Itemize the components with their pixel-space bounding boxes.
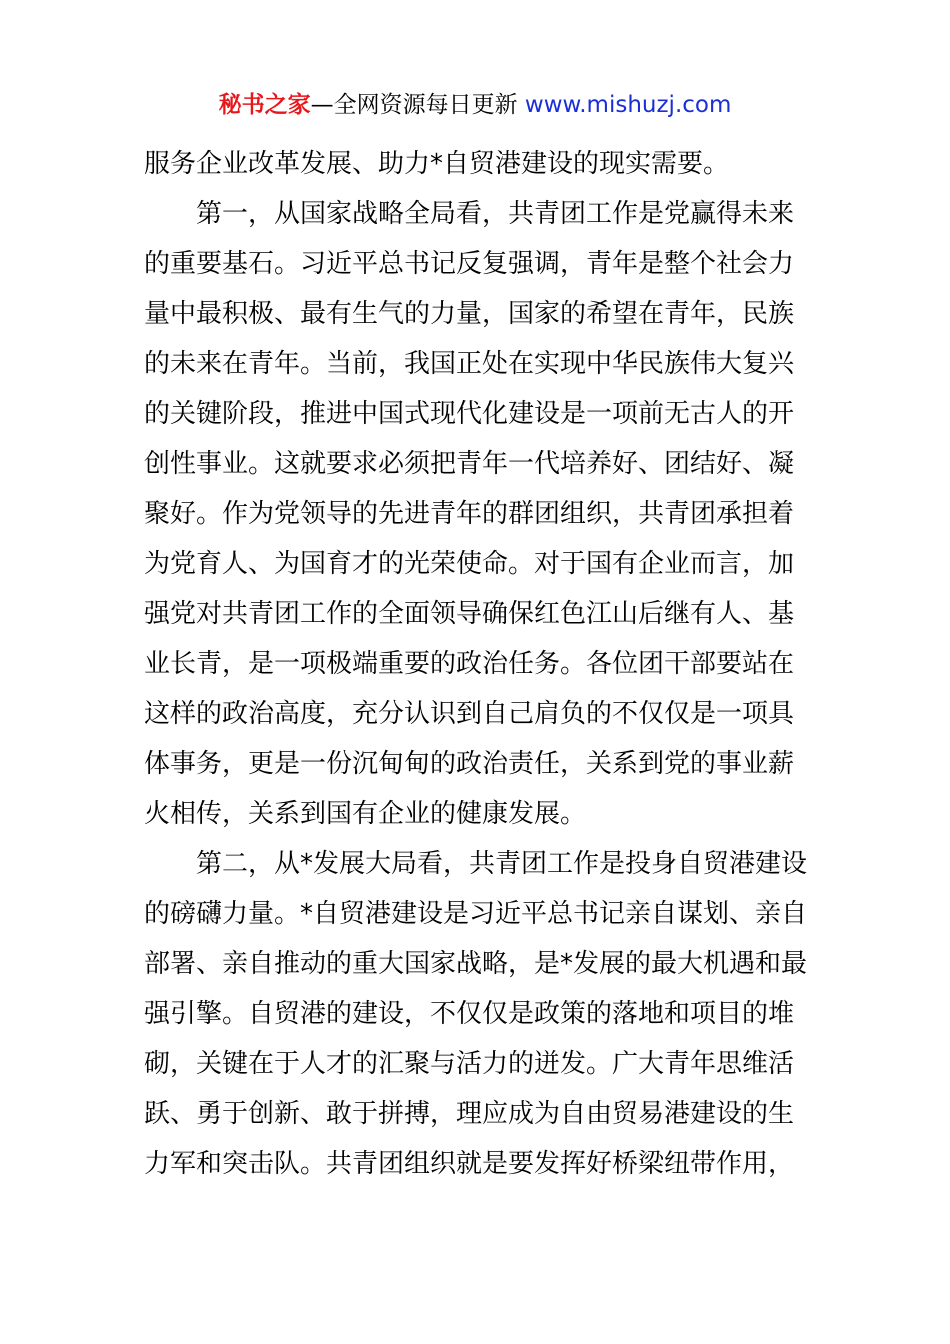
text-line: 的未来在青年。当前，我国正处在实现中华民族伟大复兴 <box>144 349 795 379</box>
text-line: 的关键阶段，推进中国式现代化建设是一项前无古人的开 <box>144 399 795 429</box>
text-line: 业长青，是一项极端重要的政治任务。各位团干部要站在 <box>144 649 795 679</box>
text-line: 这样的政治高度，充分认识到自己肩负的不仅仅是一项具 <box>144 699 795 729</box>
paragraph-start-line: 第一，从国家战略全局看，共青团工作是党赢得未来 <box>196 199 795 229</box>
text-line: 创性事业。这就要求必须把青年一代培养好、团结好、凝 <box>144 449 795 479</box>
text-line: 量中最积极、最有生气的力量，国家的希望在青年，民族 <box>144 299 795 329</box>
header-url: www.mishuzj.com <box>524 92 732 118</box>
text-line: 强党对共青团工作的全面领导确保红色江山后继有人、基 <box>144 599 795 629</box>
paragraph-start-line: 第二，从*发展大局看，共青团工作是投身自贸港建设 <box>196 849 808 879</box>
text-line: 为党育人、为国育才的光荣使命。对于国有企业而言，加 <box>144 549 795 579</box>
text-line: 火相传，关系到国有企业的健康发展。 <box>144 799 587 829</box>
text-line: 力军和突击队。共青团组织就是要发挥好桥梁纽带作用， <box>144 1149 795 1179</box>
text-line: 部署、亲自推动的重大国家战略，是*发展的最大机遇和最 <box>144 949 808 979</box>
text-line: 聚好。作为党领导的先进青年的群团组织，共青团承担着 <box>144 499 795 529</box>
text-line: 的磅礴力量。*自贸港建设是习近平总书记亲自谋划、亲自 <box>144 899 808 929</box>
document-body <box>144 139 808 1189</box>
text-line: 体事务，更是一份沉甸甸的政治责任，关系到党的事业薪 <box>144 749 795 779</box>
text-line: 强引擎。自贸港的建设，不仅仅是政策的落地和项目的堆 <box>144 999 795 1029</box>
brand-name: 秘书之家 <box>218 92 311 118</box>
text-line: 的重要基石。习近平总书记反复强调，青年是整个社会力 <box>144 249 795 279</box>
text-line: 跃、勇于创新、敢于拼搏，理应成为自由贸易港建设的生 <box>144 1099 795 1129</box>
header-tagline: —全网资源每日更新 <box>310 92 525 118</box>
text-line: 服务企业改革发展、助力*自贸港建设的现实需要。 <box>144 149 730 179</box>
text-line: 砌，关键在于人才的汇聚与活力的迸发。广大青年思维活 <box>144 1049 795 1079</box>
page-header <box>0 88 950 122</box>
